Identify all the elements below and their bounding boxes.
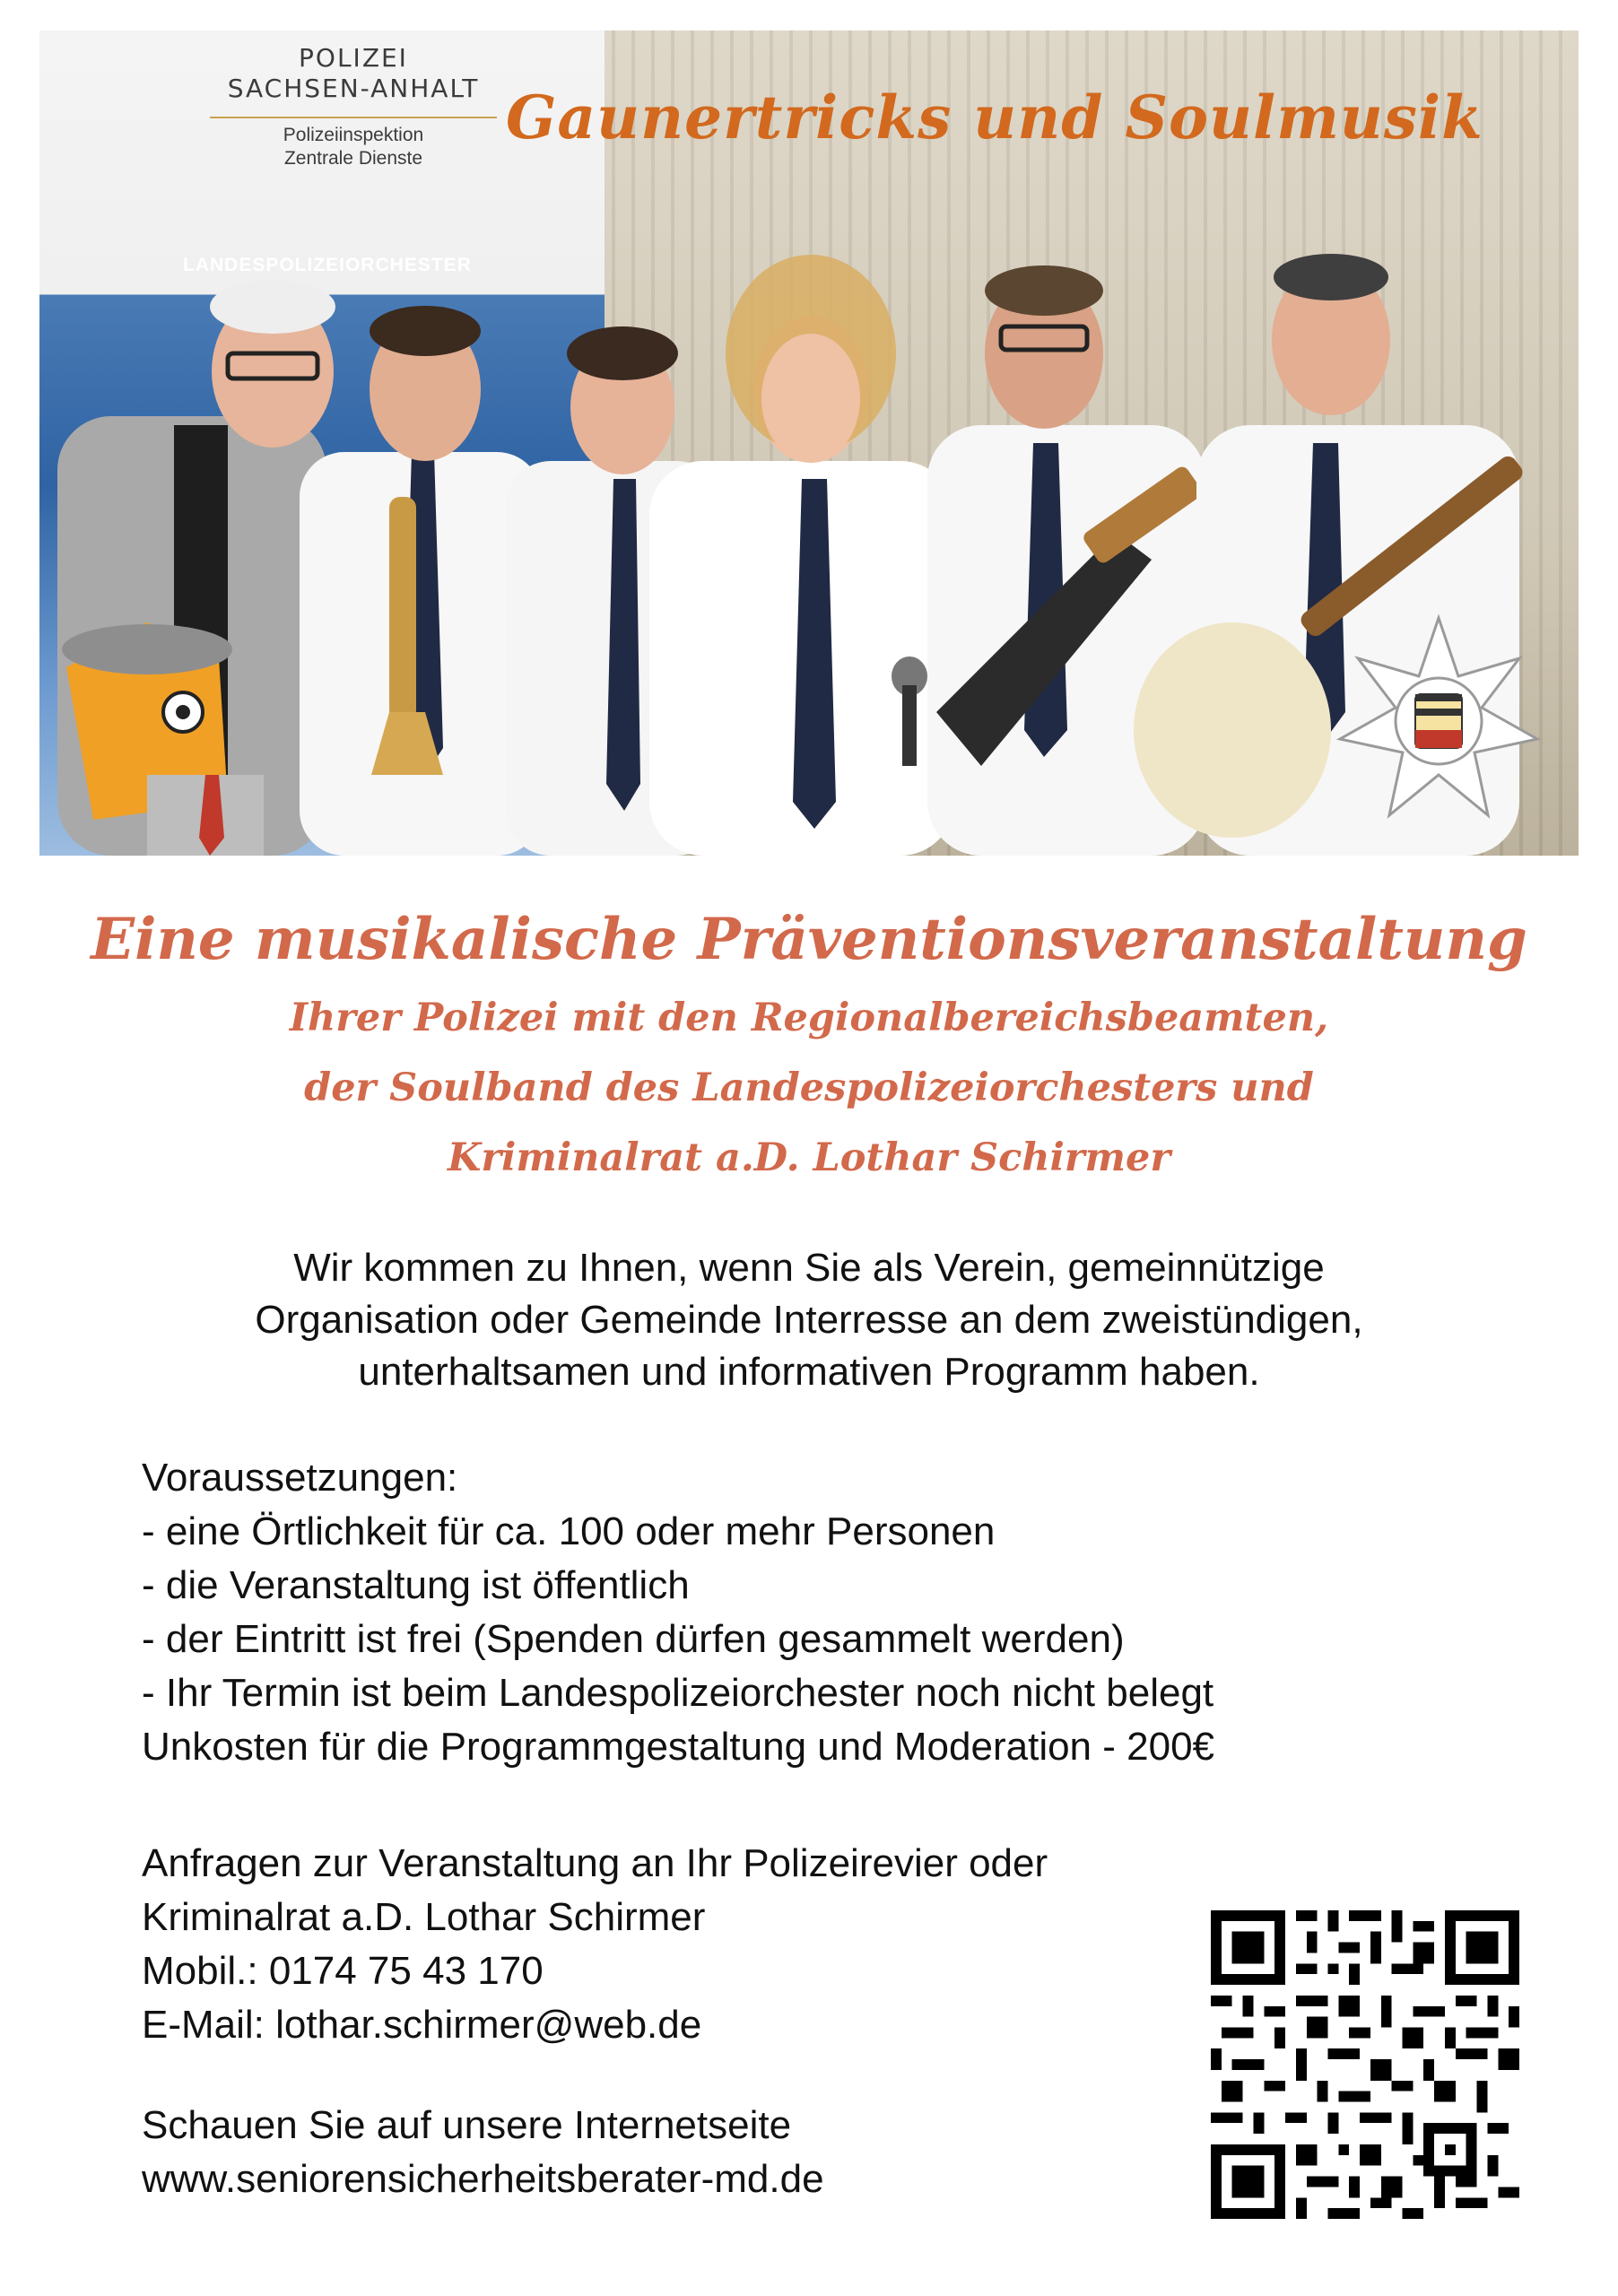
contact-email[interactable]: E-Mail: lothar.schirmer@web.de: [142, 2003, 702, 2047]
banner-org-line1: POLIZEI: [299, 43, 408, 73]
qr-code[interactable]: [1211, 1910, 1519, 2219]
requirements-section: [142, 1451, 1214, 1774]
website-url[interactable]: www.seniorensicherheitsberater-md.de: [142, 2157, 824, 2201]
qr-finder-top-left: [1211, 1910, 1285, 1985]
intro-line-3: unterhaltsamen und informativen Programm haben.: [358, 1350, 1260, 1394]
qr-finder-bottom-left: [1211, 2144, 1285, 2219]
qr-finder-top-right: [1445, 1910, 1519, 1985]
band-photo: [39, 30, 1579, 856]
requirement-item: - Ihr Termin ist beim Landespolizeiorchester noch nicht belegt: [142, 1671, 1214, 1715]
contact-name: Kriminalrat a.D. Lothar Schirmer: [142, 1895, 706, 1939]
costs-line: Unkosten für die Programmgestaltung und Moderation - 200€: [142, 1725, 1215, 1769]
website-section: [142, 2099, 824, 2206]
banner-org-line2: SACHSEN-ANHALT: [227, 74, 480, 103]
photo-title: Gaunertricks und Soulmusik: [506, 83, 1483, 152]
subheadline-line-1: Ihrer Polizei mit den Regionalbereichsbeamten,: [289, 996, 1329, 1040]
banner-unit-line1: Polizeiinspektion: [283, 125, 424, 145]
intro-line-1: Wir kommen zu Ihnen, wenn Sie als Verein, gemeinnützige: [293, 1246, 1325, 1290]
person-lead-singer: [649, 255, 954, 856]
requirement-item: - der Eintritt ist frei (Spenden dürfen gesammelt werden): [142, 1617, 1125, 1661]
band-members: [39, 30, 1579, 856]
intro-paragraph: [72, 1242, 1546, 1398]
subheadline-line-3: Kriminalrat a.D. Lothar Schirmer: [447, 1135, 1171, 1180]
banner-unit-line2: Zentrale Dienste: [283, 148, 423, 169]
banner-orchestra: LANDESPOLIZEIORCHESTER: [183, 255, 472, 275]
main-headline: Eine musikalische Präventionsveranstaltung: [91, 906, 1527, 973]
person-trumpeter: [300, 306, 542, 856]
requirements-heading: Voraussetzungen:: [142, 1456, 458, 1500]
requirement-item: - die Veranstaltung ist öffentlich: [142, 1563, 690, 1607]
requirement-item: - eine Örtlichkeit für ca. 100 oder mehr Personen: [142, 1509, 996, 1553]
website-intro: Schauen Sie auf unsere Internetseite: [142, 2103, 792, 2147]
subheadline-line-2: der Soulband des Landespolizeiorchesters und: [304, 1065, 1314, 1110]
contact-phone[interactable]: Mobil.: 0174 75 43 170: [142, 1949, 544, 1993]
contact-intro: Anfragen zur Veranstaltung an Ihr Polizeirevier oder: [142, 1841, 1048, 1885]
contact-section: [142, 1837, 1048, 2052]
intro-line-2: Organisation oder Gemeinde Interresse an dem zweistündigen,: [255, 1298, 1363, 1342]
